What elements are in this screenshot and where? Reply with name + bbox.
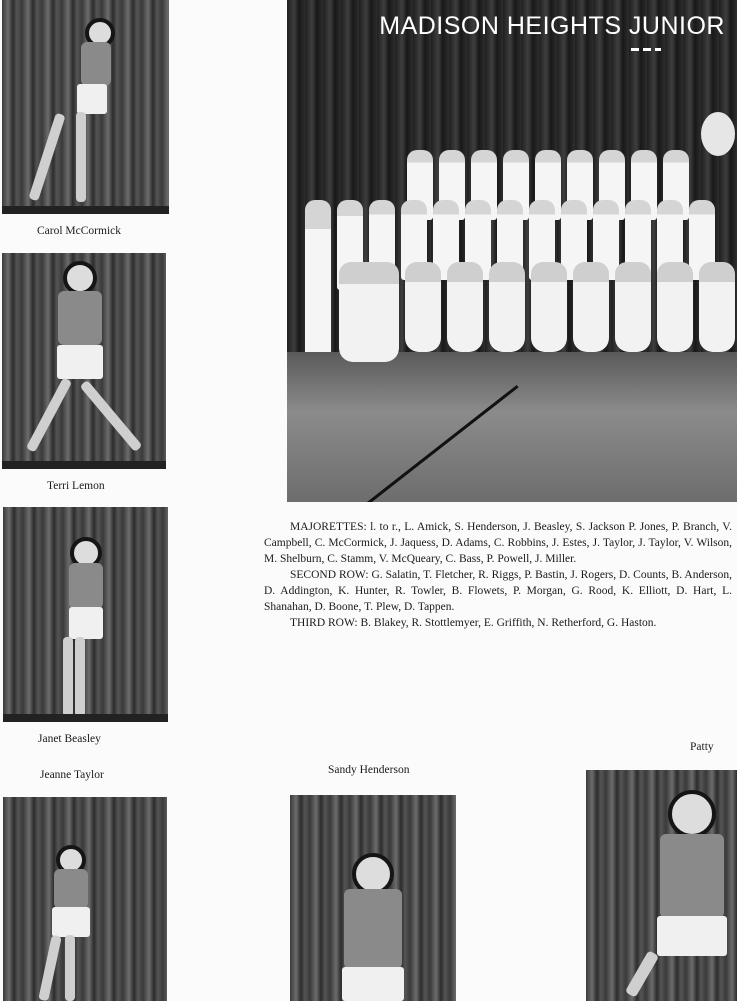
roster-third-row: THIRD ROW: B. Blakey, R. Stottlemyer, E. Griffith, N. Retherford, G. Haston. [290,617,657,629]
majorette-leg [625,950,659,998]
stage-floor [2,461,166,469]
majorette-head [63,261,97,295]
majorette-head [668,790,716,838]
majorette-shorts [57,345,103,379]
photo-jeanne-taylor [3,797,167,1001]
photo-terri-lemon [2,253,166,469]
majorette-torso [344,889,402,969]
page-headline: MADISON HEIGHTS JUNIOR [379,12,725,40]
majorette [405,262,441,352]
stage-floor [2,206,169,214]
majorette-leg [28,113,65,202]
majorette [699,262,735,352]
band-member [305,200,331,360]
majorette-shorts [657,916,727,956]
roster-majorettes: MAJORETTES: l. to r., L. Amick, S. Henderson, J. Beasley, S. Jackson P. Jones, P. Branch, V. Campbell, C. McCormick, J. Jaquess, D. Adams, C. Robbins, J. Estes, J. Taylor, J. Taylor, V. Wilson, M. Shelburn, C. Stamm, V. McQueary, C. Bass, P. Powell, J. Miller. [264,521,732,565]
gym-floor [287,352,737,502]
majorette-shorts [77,84,107,114]
majorette-leg [76,112,86,202]
majorette-leg [75,637,85,717]
majorette-torso [69,563,103,609]
caption-janet-beasley: Janet Beasley [38,733,101,745]
majorette-leg [26,377,72,452]
stage-floor [3,714,168,722]
majorette-torso [81,42,111,86]
majorette [489,262,525,352]
roster-second-row: SECOND ROW: G. Salatin, T. Fletcher, R. Riggs, P. Bastin, J. Rogers, D. Counts, B. Anderson, D. Addington, K. Hunter, R. Towler, B. Flowets, P. Morgan, G. Rood, K. Elliott, D. Hart, L. Shanahan, D. Boone, T. Plew, D. Tappen. [264,569,732,613]
headline-dash [631,48,661,51]
floor-line [367,385,519,502]
majorette-leg [63,637,73,717]
photo-patty [586,770,737,1001]
majorette-torso [54,869,88,909]
group-photo-band [287,0,737,502]
majorette [657,262,693,352]
majorette-torso [58,291,102,345]
roster-text [264,519,732,631]
majorette [339,262,399,362]
photo-carol-mccormick [2,0,169,214]
caption-carol-mccormick: Carol McCormick [37,225,121,237]
photo-janet-beasley [3,507,168,722]
majorette-shorts [342,967,404,1001]
sousaphone-bell [701,112,735,156]
majorette-leg [80,380,143,452]
majorette-shorts [69,607,103,639]
majorette [447,262,483,352]
majorette [573,262,609,352]
majorette-shorts [52,907,90,937]
majorette-leg [65,935,75,1001]
caption-jeanne-taylor: Jeanne Taylor [40,769,104,781]
majorette-leg [38,935,62,1001]
majorette [531,262,567,352]
caption-patty: Patty [690,741,714,753]
caption-sandy-henderson: Sandy Henderson [328,764,410,776]
majorettes-front-row [339,262,737,362]
caption-terri-lemon: Terri Lemon [47,480,105,492]
majorette [615,262,651,352]
majorette-torso [660,834,724,918]
photo-sandy-henderson [290,795,456,1001]
